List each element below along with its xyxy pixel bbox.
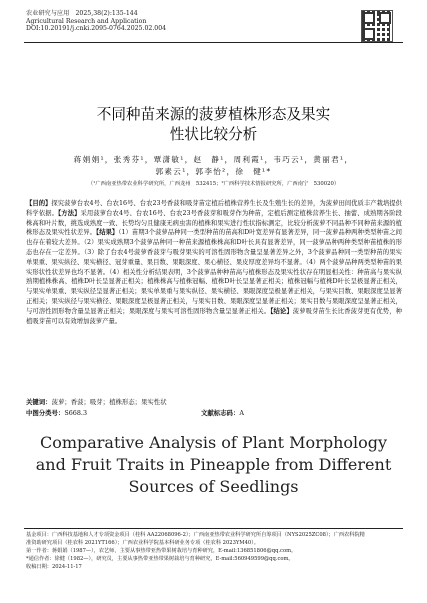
title-chinese-line1: 不同种苗来源的菠萝植株形态及果实	[96, 106, 331, 123]
abstract-aim-text: 探究菠萝台农4号、台农16号、台农23号香菠和吸芽苗定植后植株营养生长及生殖生长的差异，为菠萝田间优质丰产栽培提供科学依据。	[26, 200, 402, 217]
abstract-method-text: 采用菠萝台农4号、台农16号、台农23号香菠芽和吸芽作为种苗，定植后测定植株营养生长、抽蕾、成熟期各阶段株高和叶片数，挑选成熟度一致、长势均匀且健康无病虫害的植株和果实进行性状指标测定，比较分析菠萝不同品种不同种苗来源的植株形态及果实性状差异。	[26, 209, 402, 237]
footnote-rule	[24, 528, 403, 529]
abstract-result-text: （1）苗期3个菠萝品种同一类型种苗的苗高和D叶宽差异有显著差异，同一菠萝品种两种类型种苗之间也存在着较大差异。（2）果实成熟期3个菠萝品种同一种苗来源植株株高和D叶长具有显著差异，同一菠萝品种两种类型种苗植株的形态也存在一定差异。（3）除了台农4号菠萝香菠芽与吸芽果实的可溶性固形物含量呈显著差异之外，3个菠萝品种同一类型种苗的果实单果重、果实纵径、果实横径、冠芽重量、果目数、果眼深度、果心横径、果皮厚度差异均不显著。（4）两个菠萝品种两类型种苗的果实形状性状差异也均不显著。（4）相关性分析结果表明，3个菠萝品种种苗高与植株形态及果实性状存在明显相关性：种苗高与果实纵熟期植株株高、植株D叶长呈显著正相关；植株株高与植株冠幅、植株D叶长呈显著正相关；植株冠幅与植株D叶长呈极显著正相关，与果实单果重、果实纵径呈显著正相关；果实单果重与果实纵径、果实横径、果眼深度呈极显著正相关，与果实目数、果眼深度呈显著正相关；果实纵径与果实横径、果眼深度呈极显著正相关，与果实目数、果眼深度呈显著正相关；果实目数与果眼深度呈显著正相关，与可溶性固形物含量呈显著正相关；果眼深度与果实可溶性固形物含量呈显著正相关。	[26, 229, 402, 315]
title-english-line2: and Fruit Traits in Pineapple from Different	[35, 455, 392, 474]
authors	[30, 154, 397, 178]
abstract-conclusion-text: 菠萝吸芽苗生长比香菠芽更有优势，种植吸芽苗可以有效增加菠萝产量。	[26, 307, 402, 325]
footnote-funding-2: 准资助研究项目（桂农科 2021YT166）；广西农业科学院基本科研业务专项（桂农科 2023YM40）。	[26, 540, 259, 547]
title-english	[30, 432, 397, 498]
footnote-received-date: 收稿日期：2024-11-17	[26, 564, 82, 571]
classification-row	[26, 408, 402, 418]
clc-label: 中图分类号：	[26, 409, 65, 417]
clc-value: S668.3	[64, 409, 88, 417]
doi: DOI:10.20191/j.cnki.2095-0764.2025.02.004	[26, 25, 167, 33]
document-code	[201, 408, 244, 418]
abstract-result-label: 【结果】	[96, 229, 119, 237]
title-english-line1: Comparative Analysis of Plant Morphology	[39, 433, 388, 452]
document-code-value: A	[239, 409, 244, 417]
abstract-aim-label: 【目的】	[26, 200, 52, 207]
qr-code-icon	[361, 10, 393, 42]
title-chinese-line2: 性状比较分析	[169, 126, 258, 143]
title-chinese	[40, 105, 387, 145]
journal-name-en: Agricultural Research and Application	[26, 17, 147, 25]
document-code-label: 文献标志码：	[201, 409, 240, 417]
footnote-funding-1: 基金项目：广西科技基地和人才专项资金项目（桂科 AA22068096-2）；广西南亚热带农业科学研究所自筹项目（NYS2025ZC08）；广西农科院精	[26, 532, 365, 538]
abstract	[26, 199, 402, 326]
clc-number	[26, 408, 87, 418]
header-rule	[24, 42, 403, 43]
title-english-line3: Sources of Seedlings	[128, 477, 299, 496]
journal-name: 农业研究与应用 2025,38(2):135-144	[26, 10, 138, 17]
affiliations: （¹广西南亚热带农业科学研究所，广西龙州 532415；²广西科学技术情报研究所，广西南宁 530020）	[87, 181, 340, 187]
keywords-row	[26, 397, 402, 407]
abstract-conclusion-label: 【结论】	[270, 307, 293, 315]
footnote-corresponding-author: *通信作者：徐健（1982—），研究员，主要从事热带亚热带果树栽培与育种研究，E-mail:560949599@qq.com。	[26, 556, 294, 563]
authors-line2: 郭素云¹，郭李怡²，徐 健¹*	[155, 167, 272, 176]
keywords: 菠萝；香菠；吸芽；植株形态；果实性状	[51, 398, 167, 406]
footnotes	[26, 531, 406, 571]
footnote-first-author: 第一作者：蒋娟娟（1987—），农艺师，主要从事热带亚热带果树栽培与育种研究，E-mail:136851806@qq.com。	[26, 548, 297, 555]
journal-header	[26, 10, 336, 33]
authors-line1: 蒋娟娟¹，张秀芬¹，覃潇敏¹，赵 静¹，周利霞¹，韦巧云¹，黄丽君¹，	[73, 155, 354, 164]
abstract-method-label: 【方法】	[58, 209, 81, 217]
keywords-label: 关键词：	[26, 398, 52, 406]
